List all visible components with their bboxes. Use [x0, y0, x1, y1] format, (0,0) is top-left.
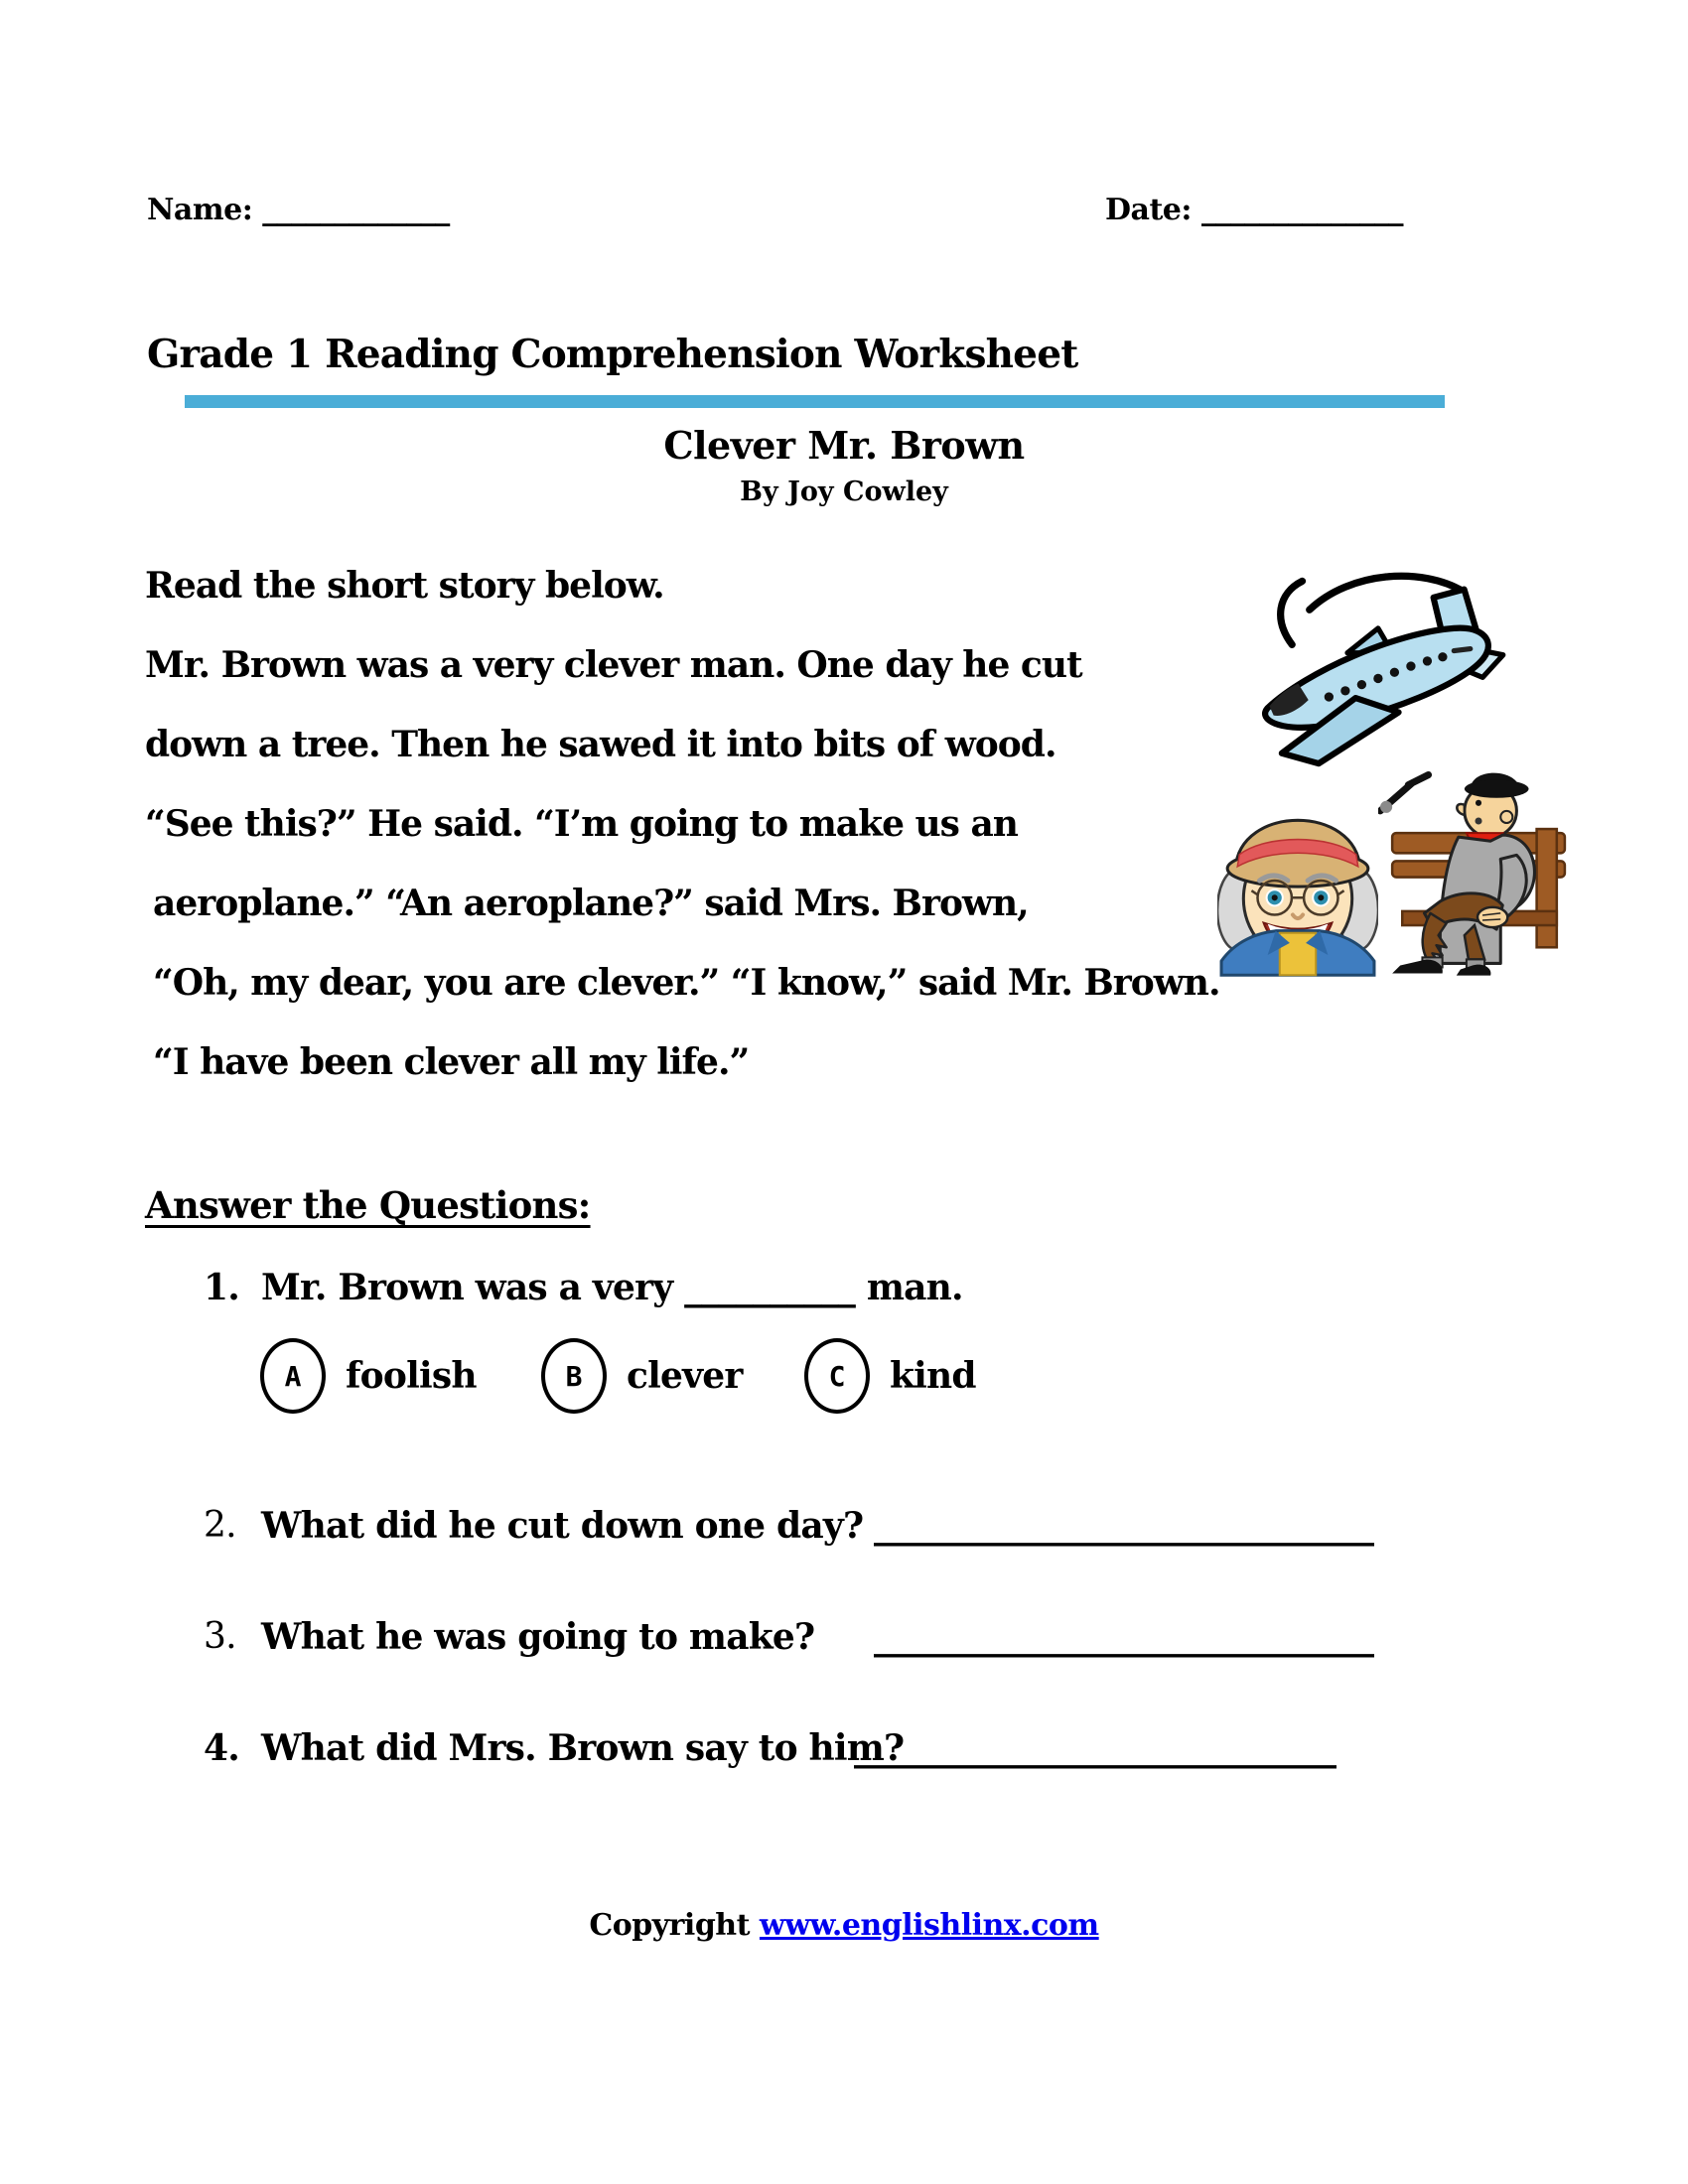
airplane-image [1253, 556, 1509, 772]
question-3 [204, 1616, 814, 1658]
question-4 [204, 1727, 904, 1769]
question-3-text: What he was going to make? [261, 1616, 815, 1658]
story-line: aeroplane.” “An aeroplane?” said Mrs. Brown, [153, 883, 1029, 924]
choice-a-bubble: A [260, 1338, 326, 1414]
story-title: Clever Mr. Brown [663, 423, 1025, 468]
date-field-row [1105, 193, 1403, 227]
date-blank-line: ______________ [1200, 193, 1403, 227]
choice-b-bubble: B [541, 1338, 607, 1414]
question-2-number: 2. [204, 1505, 236, 1546]
blue-divider-rule [185, 395, 1445, 408]
story-line: “See this?” He said. “I’m going to make us an [145, 803, 1018, 845]
question-2-answer-line: ____________________________ [874, 1505, 1374, 1547]
choice-c [804, 1338, 976, 1414]
choice-a [260, 1338, 477, 1414]
question-3-answer-line: ____________________________ [874, 1616, 1374, 1658]
question-2-text: What did he cut down one day? [261, 1505, 864, 1547]
mr-brown-bench-image [1378, 762, 1575, 979]
choice-a-label: foolish [346, 1355, 477, 1397]
story-line: “I have been clever all my life.” [153, 1041, 750, 1083]
question-1-choices [0, 1338, 1688, 1422]
date-label: Date: [1105, 193, 1192, 227]
question-1 [204, 1267, 963, 1308]
story-instruction: Read the short story below. [145, 565, 664, 607]
question-4-number: 4. [204, 1727, 239, 1769]
name-blank-line: _____________ [262, 193, 450, 227]
name-field-row [147, 193, 450, 227]
question-2 [204, 1505, 863, 1547]
story-text-block [145, 546, 1219, 1102]
answer-questions-heading: Answer the Questions: [145, 1183, 591, 1227]
story-author: By Joy Cowley [740, 477, 948, 507]
question-1-number: 1. [204, 1267, 239, 1308]
choice-c-label: kind [890, 1355, 976, 1397]
copyright-label: Copyright [589, 1908, 760, 1943]
choice-b [541, 1338, 743, 1414]
copyright-footer [0, 1908, 1688, 1943]
worksheet-title: Grade 1 Reading Comprehension Worksheet [147, 332, 1078, 377]
question-3-number: 3. [204, 1616, 236, 1657]
question-4-text: What did Mrs. Brown say to him? [261, 1727, 905, 1769]
choice-b-label: clever [627, 1355, 743, 1397]
name-label: Name: [147, 193, 253, 227]
mrs-brown-image [1217, 772, 1378, 977]
story-line: down a tree. Then he sawed it into bits of wood. [145, 724, 1056, 765]
story-line: Mr. Brown was a very clever man. One day he cut [145, 644, 1082, 686]
choice-c-bubble: C [804, 1338, 870, 1414]
story-line: “Oh, my dear, you are clever.” “I know,” said Mr. Brown. [153, 962, 1220, 1004]
question-4-answer-line: ___________________________ [854, 1727, 1336, 1769]
englishlinx-link[interactable]: www.englishlinx.com [759, 1908, 1099, 1943]
question-1-text: Mr. Brown was a very __________ man. [261, 1267, 963, 1308]
